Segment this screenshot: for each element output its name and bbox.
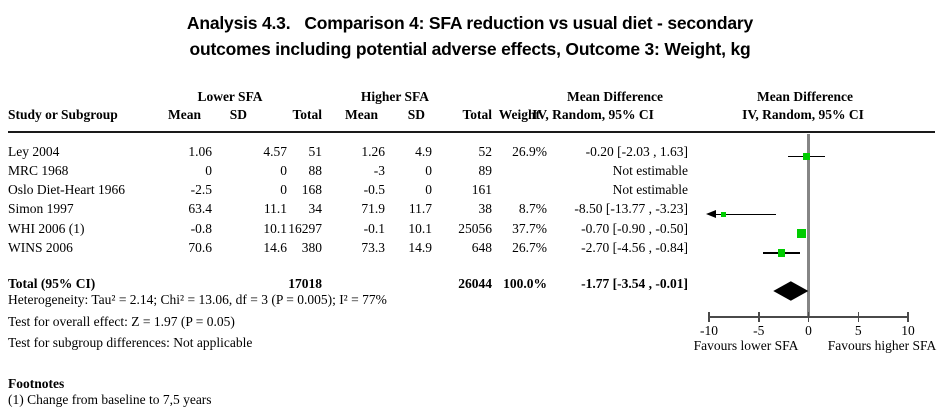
sd-lower: 14.6: [263, 240, 287, 255]
favours-right-label: Favours higher SFA: [827, 338, 937, 353]
effect-square: [778, 249, 786, 257]
total-lower: 88: [308, 163, 322, 178]
sd-lower: 11.1: [263, 201, 287, 216]
effect-square: [797, 229, 806, 238]
sd-higher: 10.1: [408, 221, 432, 236]
figure-title: [0, 10, 940, 62]
sd-lower: 0: [280, 163, 287, 178]
header-divider-rule: [8, 131, 935, 133]
heterogeneity-stat: Heterogeneity: Tau² = 2.14; Chi² = 13.06, df = 3 (P = 0.005); I² = 77%: [8, 292, 387, 307]
footnotes-header: Footnotes: [8, 376, 65, 391]
ci-text: -0.20 [-2.03 , 1.63]: [585, 144, 688, 159]
total-higher: 89: [478, 163, 492, 178]
column-header-sd-higher: SD: [407, 107, 425, 122]
axis-tick-label: 5: [854, 322, 862, 338]
axis-tick-label: -10: [700, 322, 718, 338]
weight-value: 26.7%: [512, 240, 547, 255]
mean-higher: -0.1: [363, 221, 385, 236]
sd-lower: 4.57: [263, 144, 287, 159]
column-header-total-lower: Total: [292, 107, 322, 122]
total-weight: 100.0%: [503, 276, 547, 291]
column-header-row: [0, 105, 940, 124]
group-header-higher-sfa: Higher SFA: [360, 89, 430, 104]
figure-title-line1: Analysis 4.3. Comparison 4: SFA reduction vs usual diet - secondary: [186, 13, 754, 33]
axis-tick: [907, 312, 909, 322]
column-header-study: Study or Subgroup: [8, 107, 118, 122]
study-name: Ley 2004: [8, 144, 60, 159]
table-row-ley-2004: [0, 142, 940, 161]
ci-text: -2.70 [-4.56 , -0.84]: [581, 240, 688, 255]
mean-higher: 71.9: [361, 201, 385, 216]
total-lower: 380: [301, 240, 322, 255]
axis-tick: [758, 312, 760, 322]
axis-tick-label: -5: [753, 322, 765, 338]
mean-higher: 1.26: [361, 144, 385, 159]
mean-lower: -2.5: [190, 182, 212, 197]
total-higher: 161: [471, 182, 492, 197]
column-header-sd-lower: SD: [229, 107, 247, 122]
table-row-oslo-diet-heart-1966: [0, 180, 940, 199]
mean-lower: 63.4: [188, 201, 212, 216]
ci-text: -0.70 [-0.90 , -0.50]: [581, 221, 688, 236]
column-header-total-higher: Total: [462, 107, 492, 122]
overall-effect-stat: Test for overall effect: Z = 1.97 (P = 0.05): [8, 314, 235, 329]
mean-lower: 0: [205, 163, 212, 178]
total-higher: 25056: [458, 221, 492, 236]
sd-lower: 10.1: [263, 221, 287, 236]
group-header-row: [0, 87, 940, 106]
sd-higher: 0: [425, 182, 432, 197]
total-n-lower: 17018: [288, 276, 322, 291]
group-header-lower-sfa: Lower SFA: [197, 89, 263, 104]
total-n-higher: 26044: [458, 276, 492, 291]
sd-higher: 0: [425, 163, 432, 178]
ci-line: [709, 214, 776, 216]
total-higher: 38: [478, 201, 492, 216]
total-higher: 648: [471, 240, 492, 255]
total-lower: 16297: [288, 221, 322, 236]
column-header-ci-method-text: IV, Random, 95% CI: [532, 107, 654, 122]
total-lower: 51: [308, 144, 322, 159]
mean-lower: 70.6: [188, 240, 212, 255]
study-name: Simon 1997: [8, 201, 74, 216]
table-row-mrc-1968: [0, 161, 940, 180]
effect-square: [803, 153, 811, 161]
mean-higher: -3: [373, 163, 385, 178]
weight-value: 37.7%: [512, 221, 547, 236]
weight-value: 26.9%: [512, 144, 547, 159]
total-lower: 34: [308, 201, 322, 216]
total-lower: 168: [301, 182, 322, 197]
axis-tick-label: 0: [805, 322, 812, 338]
axis-tick-label: 10: [901, 322, 915, 338]
ci-text: Not estimable: [612, 163, 688, 178]
axis-tick: [808, 312, 810, 322]
total-label: Total (95% CI): [8, 276, 96, 291]
zero-line: [807, 134, 810, 318]
mean-higher: -0.5: [363, 182, 385, 197]
axis-tick: [708, 312, 710, 322]
mean-lower: 1.06: [188, 144, 212, 159]
group-header-mean-difference-plot: Mean Difference: [756, 89, 854, 104]
favours-left-label: Favours lower SFA: [693, 338, 799, 353]
sd-higher: 4.9: [415, 144, 432, 159]
study-name: MRC 1968: [8, 163, 69, 178]
table-row-simon-1997: [0, 199, 940, 218]
ci-text: -8.50 [-13.77 , -3.23]: [574, 201, 688, 216]
sd-higher: 14.9: [408, 240, 432, 255]
table-row-wins-2006: [0, 238, 940, 257]
study-name: Oslo Diet-Heart 1966: [8, 182, 125, 197]
total-higher: 52: [478, 144, 492, 159]
footnote-1: (1) Change from baseline to 7,5 years: [8, 392, 212, 407]
figure-title-line2: outcomes including potential adverse effects, Outcome 3: Weight, kg: [189, 39, 751, 59]
group-header-mean-difference-text: Mean Difference: [566, 89, 664, 104]
study-name: WINS 2006: [8, 240, 73, 255]
weight-value: 8.7%: [518, 201, 547, 216]
column-header-mean-higher: Mean: [345, 107, 378, 122]
column-header-weight: Weight: [498, 107, 540, 122]
subgroup-test-stat: Test for subgroup differences: Not applicable: [8, 335, 253, 350]
mean-lower: -0.8: [190, 221, 212, 236]
ci-text: Not estimable: [612, 182, 688, 197]
column-header-ci-method-plot: IV, Random, 95% CI: [742, 107, 864, 122]
sd-higher: 11.7: [408, 201, 432, 216]
mean-higher: 73.3: [361, 240, 385, 255]
arrow-left-icon: [706, 210, 716, 218]
column-header-mean-lower: Mean: [168, 107, 201, 122]
axis-tick: [858, 312, 860, 322]
study-name: WHI 2006 (1): [8, 221, 85, 236]
sd-lower: 0: [280, 182, 287, 197]
effect-square: [721, 212, 726, 217]
total-ci-text: -1.77 [-3.54 , -0.01]: [581, 276, 688, 291]
